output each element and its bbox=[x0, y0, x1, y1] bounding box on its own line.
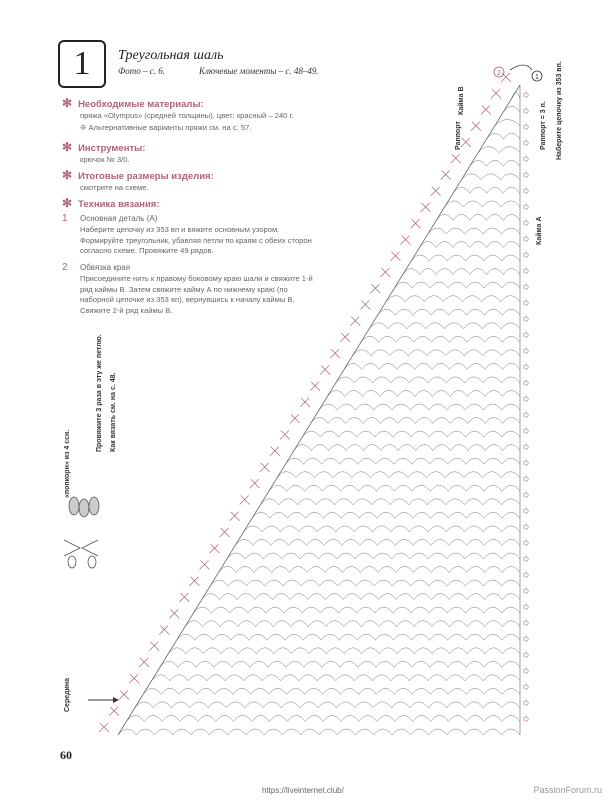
border-b-motif bbox=[340, 333, 350, 342]
chart-row bbox=[411, 255, 520, 261]
border-a-motif bbox=[524, 589, 528, 593]
chart-row bbox=[311, 418, 520, 424]
border-b-motif bbox=[290, 414, 300, 423]
chart-row bbox=[193, 607, 520, 613]
footer-url[interactable]: https://liveinternet.club/ bbox=[262, 786, 344, 795]
popcorn-symbol bbox=[64, 497, 99, 568]
chart-row bbox=[319, 404, 520, 410]
border-a-motif bbox=[524, 653, 528, 657]
chart-row bbox=[453, 187, 520, 193]
chart-row bbox=[286, 458, 521, 464]
materials-heading-text: Необходимые материалы: bbox=[78, 99, 204, 110]
border-b-motif bbox=[200, 561, 210, 570]
step1-number: 1 bbox=[62, 213, 68, 224]
border-a-motif bbox=[524, 669, 528, 673]
border-b-motif bbox=[451, 154, 461, 163]
border-a-motifs bbox=[524, 93, 528, 721]
chart-row bbox=[168, 648, 520, 654]
border-b-motif bbox=[99, 723, 109, 732]
chart-row bbox=[219, 567, 521, 573]
chart-row bbox=[327, 391, 520, 397]
border-b-motif bbox=[390, 252, 400, 261]
border-b-motif bbox=[350, 317, 360, 326]
border-a-motif bbox=[524, 109, 528, 113]
border-a-motif bbox=[524, 237, 528, 241]
border-a-motif bbox=[524, 349, 528, 353]
border-a-label: Кайма А bbox=[536, 216, 543, 245]
border-b-motif bbox=[360, 301, 370, 310]
asterisk-icon: ✻ bbox=[62, 196, 73, 210]
direction-arrow bbox=[510, 65, 532, 70]
chart-row bbox=[461, 174, 520, 180]
chart-row bbox=[202, 594, 520, 600]
border-b-motif bbox=[370, 284, 380, 293]
step2-number: 2 bbox=[62, 262, 68, 273]
border-a-motif bbox=[524, 205, 528, 209]
border-a-motif bbox=[524, 621, 528, 625]
border-a-motif bbox=[524, 317, 528, 321]
chart-row bbox=[277, 472, 520, 478]
chart-row bbox=[135, 702, 520, 708]
chart-row bbox=[386, 296, 520, 302]
asterisk-small-icon: ❊ bbox=[80, 122, 89, 132]
step2-title: Обвязка края bbox=[80, 263, 131, 272]
border-a-motif bbox=[524, 173, 528, 177]
chart-row bbox=[369, 323, 520, 329]
chart-row bbox=[403, 269, 520, 275]
border-b-motif bbox=[491, 89, 501, 98]
border-a-motif bbox=[524, 365, 528, 369]
border-b-motif bbox=[330, 349, 340, 358]
border-b-motif bbox=[240, 496, 250, 505]
border-b-motif bbox=[119, 691, 129, 700]
border-b-motif bbox=[461, 138, 471, 147]
border-b-motifs bbox=[99, 73, 511, 732]
rapport-label-top: Раппорт bbox=[455, 121, 462, 150]
border-a-motif bbox=[524, 285, 528, 289]
border-b-motif bbox=[230, 512, 240, 521]
border-a-motif bbox=[524, 301, 528, 305]
border-b-motif bbox=[380, 268, 390, 277]
border-b-motif bbox=[481, 106, 491, 115]
border-b-motif bbox=[109, 707, 119, 716]
popcorn-label: «попкорн» из 4 ссн. bbox=[64, 429, 71, 498]
chart-row bbox=[143, 688, 520, 694]
border-a-motif bbox=[524, 525, 528, 529]
border-a-motif bbox=[524, 157, 528, 161]
chart-row bbox=[420, 242, 521, 248]
chart-row bbox=[244, 526, 520, 532]
step2-text: Присоедините нить к правому боковому краю шали и свяжите 1-й ряд каймы В. Затем свяжите кайму А по нижнему краю (по наборной цепочке из 353 вп), вернувшись к началу каймы В. Свяжите 2-й ряд каймы В. bbox=[80, 274, 313, 315]
border-b-motif bbox=[260, 463, 270, 472]
chart-row bbox=[353, 350, 521, 356]
chart-row bbox=[428, 228, 520, 234]
chart-row bbox=[126, 716, 520, 722]
border-b-motif bbox=[421, 203, 431, 212]
asterisk-icon: ✻ bbox=[62, 140, 73, 154]
border-a-motif bbox=[524, 429, 528, 433]
border-a-motif bbox=[524, 701, 528, 705]
chart-row bbox=[503, 106, 520, 112]
chart-row bbox=[177, 634, 520, 640]
tools-line1: крючок № 3/0. bbox=[80, 155, 130, 164]
border-a-motif bbox=[524, 685, 528, 689]
border-b-motif bbox=[220, 528, 230, 537]
chart-row bbox=[336, 377, 520, 383]
chart-row bbox=[512, 93, 520, 99]
footer-site: PassionForum.ru bbox=[533, 785, 602, 795]
border-a-motif bbox=[524, 413, 528, 417]
border-a-motif bbox=[524, 637, 528, 641]
border-a-motif bbox=[524, 93, 528, 97]
border-b-motif bbox=[189, 577, 199, 586]
chart-row bbox=[210, 580, 520, 586]
chart-row bbox=[470, 160, 520, 166]
chart-row bbox=[495, 120, 520, 126]
border-b-motif bbox=[139, 658, 149, 667]
border-b-label: Кайма В bbox=[458, 86, 465, 115]
chart-row bbox=[185, 621, 520, 627]
chain-353-label: Наберите цепочку из 353 вп. bbox=[556, 61, 563, 160]
tools-heading-text: Инструменты: bbox=[78, 143, 146, 154]
border-a-motif bbox=[524, 557, 528, 561]
page-number: 60 bbox=[60, 748, 72, 762]
border-b-motif bbox=[149, 642, 159, 651]
chart-row bbox=[152, 675, 521, 681]
technique-heading-text: Техника вязания: bbox=[78, 199, 160, 210]
how-to-note: Как вязать см. на с. 48. bbox=[110, 372, 117, 452]
border-a-motif bbox=[524, 397, 528, 401]
asterisk-icon: ✻ bbox=[62, 96, 73, 110]
border-b-motif bbox=[401, 236, 411, 245]
border-a-motif bbox=[524, 253, 528, 257]
border-b-motif bbox=[501, 73, 511, 82]
chart-row bbox=[302, 431, 520, 437]
step1-title: Основная деталь (А) bbox=[80, 214, 158, 223]
border-a-motif bbox=[524, 493, 528, 497]
chart-row bbox=[378, 309, 520, 315]
repeat-note: Провяжите 3 раза в эту же петлю. bbox=[96, 334, 103, 452]
chart-row bbox=[445, 201, 520, 207]
row-marker-1: 1 bbox=[535, 74, 539, 81]
step1-text: Наберите цепочку из 353 вп и вяжите основным узором. Формируйте треугольник, убавляя петли по краям с обеих сторон согласно схеме. Провяжите 49 рядов. bbox=[80, 225, 312, 255]
border-b-motif bbox=[250, 479, 260, 488]
border-a-motif bbox=[524, 605, 528, 609]
border-b-motif bbox=[179, 593, 189, 602]
border-b-motif bbox=[300, 398, 310, 407]
pattern-number: 1 bbox=[73, 45, 91, 82]
rapport-3-label: Раппорт = 3 п. bbox=[540, 101, 547, 150]
border-b-motif bbox=[159, 626, 169, 635]
border-a-motif bbox=[524, 461, 528, 465]
border-a-motif bbox=[524, 477, 528, 481]
middle-label: Середина bbox=[64, 678, 71, 712]
chart-row bbox=[361, 336, 520, 342]
border-a-motif bbox=[524, 141, 528, 145]
border-a-motif bbox=[524, 125, 528, 129]
chart-grid bbox=[118, 85, 520, 735]
asterisk-icon: ✻ bbox=[62, 168, 73, 182]
chart-row bbox=[260, 499, 520, 505]
row-marker-2: 2 bbox=[497, 70, 501, 77]
border-b-motif bbox=[169, 609, 179, 618]
size-heading-text: Итоговые размеры изделия: bbox=[78, 171, 214, 182]
chart-row bbox=[252, 512, 520, 518]
border-b-motif bbox=[310, 382, 320, 391]
chart-row bbox=[394, 282, 520, 288]
chart-row bbox=[269, 485, 520, 491]
border-b-motif bbox=[441, 171, 451, 180]
border-a-motif bbox=[524, 445, 528, 449]
border-b-motif bbox=[210, 544, 220, 553]
border-a-motif bbox=[524, 573, 528, 577]
key-moments-reference: Ключевые моменты – с. 48–49. bbox=[198, 66, 319, 76]
chart-row bbox=[478, 147, 520, 153]
border-b-motif bbox=[411, 219, 421, 228]
chart-row bbox=[436, 214, 520, 220]
border-b-motif bbox=[320, 366, 330, 375]
border-a-motif bbox=[524, 541, 528, 545]
chart-row bbox=[160, 661, 520, 667]
materials-line2-text: Альтернативные варианты пряжи см. на с. 57. bbox=[88, 122, 252, 132]
border-a-motif bbox=[524, 509, 528, 513]
border-b-motif bbox=[280, 431, 290, 440]
pattern-title: Треугольная шаль bbox=[118, 48, 224, 63]
chart-row bbox=[294, 445, 520, 451]
chart-row bbox=[118, 729, 520, 735]
border-a-motif bbox=[524, 381, 528, 385]
chart-row bbox=[227, 553, 520, 559]
border-a-motif bbox=[524, 333, 528, 337]
materials-line1: пряжа «Olympus» (средней толщины), цвет: красный – 240 г. bbox=[80, 111, 294, 120]
chart-row bbox=[344, 363, 520, 369]
border-b-motif bbox=[270, 447, 280, 456]
photo-reference: Фото – с. 6. bbox=[118, 66, 165, 76]
border-a-motif bbox=[524, 189, 528, 193]
border-a-motif bbox=[524, 269, 528, 273]
chart-row bbox=[487, 133, 521, 139]
border-b-motif bbox=[471, 122, 481, 131]
border-b-motif bbox=[431, 187, 441, 196]
border-b-motif bbox=[129, 674, 139, 683]
chart-row bbox=[235, 539, 520, 545]
border-a-motif bbox=[524, 717, 528, 721]
border-a-motif bbox=[524, 221, 528, 225]
size-line1: смотрите на схеме. bbox=[80, 183, 149, 192]
